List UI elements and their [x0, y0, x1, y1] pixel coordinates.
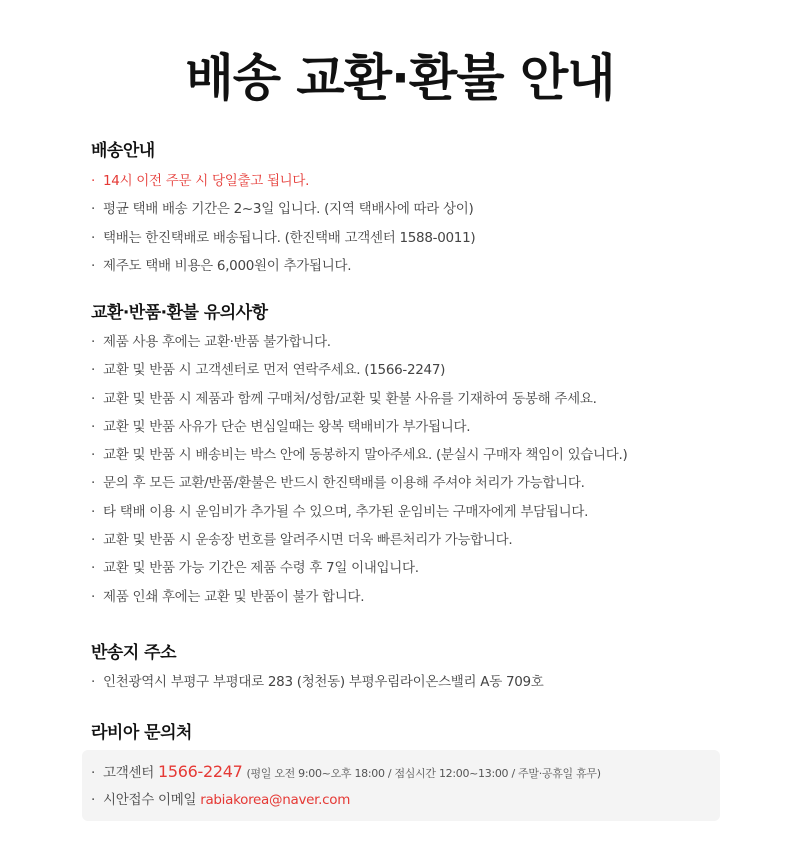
exchange-item-text: 교환 및 반품 시 제품과 함께 구매처/성함/교환 및 환불 사유를 기재하여 동봉해 주세요. — [103, 390, 597, 407]
exchange-item — [91, 328, 628, 356]
bullet-dot: · — [91, 503, 95, 520]
email-label: 시안접수 이메일 — [103, 792, 197, 808]
bullet-dot: · — [91, 475, 95, 492]
exchange-heading: 교환·반품·환불 유의사항 — [91, 303, 268, 323]
shipping-item-text: 제주도 택배 비용은 6,000원이 추가됩니다. — [103, 257, 352, 274]
bullet-dot: · — [91, 560, 95, 577]
exchange-item — [91, 498, 628, 526]
phone-label: 고객센터 — [103, 765, 154, 781]
contact-email-row — [91, 788, 350, 812]
shipping-list — [91, 167, 475, 280]
email-link[interactable]: rabiakorea@naver.com — [200, 792, 351, 808]
shipping-item — [91, 167, 475, 195]
page-title: 배송 교환·환불 안내 — [185, 49, 615, 107]
exchange-item — [91, 469, 628, 497]
exchange-item — [91, 413, 628, 441]
return-address-list — [91, 668, 544, 696]
shipping-heading: 배송안내 — [91, 141, 155, 161]
bullet-dot: · — [91, 674, 95, 690]
contact-phone-row — [91, 760, 601, 786]
return-address-text: 인천광역시 부평구 부평대로 283 (청천동) 부평우림라이온스밸리 A동 709호 — [103, 674, 544, 690]
exchange-item-text: 타 택배 이용 시 운임비가 추가될 수 있으며, 추가된 운임비는 구매자에게 부담됩니다. — [103, 503, 589, 520]
bullet-dot: · — [91, 765, 95, 781]
exchange-item — [91, 583, 628, 611]
bullet-dot: · — [91, 257, 95, 274]
bullet-dot: · — [91, 173, 95, 189]
contact-heading: 라비아 문의처 — [91, 723, 192, 743]
bullet-dot: · — [91, 334, 95, 350]
exchange-item-text: 교환 및 반품 시 운송장 번호를 알려주시면 더욱 빠른처리가 가능합니다. — [103, 532, 513, 549]
bullet-dot: · — [91, 792, 95, 808]
shipping-item — [91, 195, 475, 223]
phone-number[interactable]: 1566-2247 — [157, 762, 243, 781]
bullet-dot: · — [91, 201, 95, 218]
exchange-item — [91, 526, 628, 554]
exchange-item — [91, 441, 628, 469]
shipping-item — [91, 252, 475, 280]
exchange-item-text: 교환 및 반품 시 고객센터로 먼저 연락주세요. (1566-2247) — [103, 362, 446, 379]
phone-hours: (평일 오전 9:00~오후 18:00 / 점심시간 12:00~13:00 / 주말·공휴일 휴무) — [246, 767, 601, 780]
shipping-item — [91, 224, 475, 252]
exchange-item-text: 제품 사용 후에는 교환·반품 불가합니다. — [103, 334, 331, 350]
exchange-list — [91, 328, 628, 611]
exchange-item-text: 교환 및 반품 가능 기간은 제품 수령 후 7일 이내입니다. — [103, 560, 419, 577]
exchange-item-text: 교환 및 반품 사유가 단순 변심일때는 왕복 택배비가 부가됩니다. — [103, 418, 471, 435]
exchange-item — [91, 356, 628, 384]
return-address-item — [91, 668, 544, 696]
exchange-item — [91, 385, 628, 413]
exchange-item-text: 교환 및 반품 시 배송비는 박스 안에 동봉하지 말아주세요. (분실시 구매자 책임이 있습니다.) — [103, 447, 628, 464]
bullet-dot: · — [91, 229, 95, 246]
shipping-item-text: 14시 이전 주문 시 당일출고 됩니다. — [103, 173, 310, 189]
exchange-item-text: 제품 인쇄 후에는 교환 및 반품이 불가 합니다. — [103, 588, 365, 605]
bullet-dot: · — [91, 418, 95, 435]
bullet-dot: · — [91, 362, 95, 379]
exchange-item-text: 문의 후 모든 교환/반품/환불은 반드시 한진택배를 이용해 주셔야 처리가 가능합니다. — [103, 475, 585, 492]
bullet-dot: · — [91, 532, 95, 549]
shipping-item-text: 택배는 한진택배로 배송됩니다. (한진택배 고객센터 1588-0011) — [103, 229, 476, 246]
bullet-dot: · — [91, 447, 95, 464]
shipping-item-text: 평균 택배 배송 기간은 2~3일 입니다. (지역 택배사에 따라 상이) — [103, 201, 474, 218]
contact-box — [82, 750, 720, 821]
bullet-dot: · — [91, 390, 95, 407]
bullet-dot: · — [91, 588, 95, 605]
return-address-heading: 반송지 주소 — [91, 643, 177, 663]
exchange-item — [91, 554, 628, 582]
